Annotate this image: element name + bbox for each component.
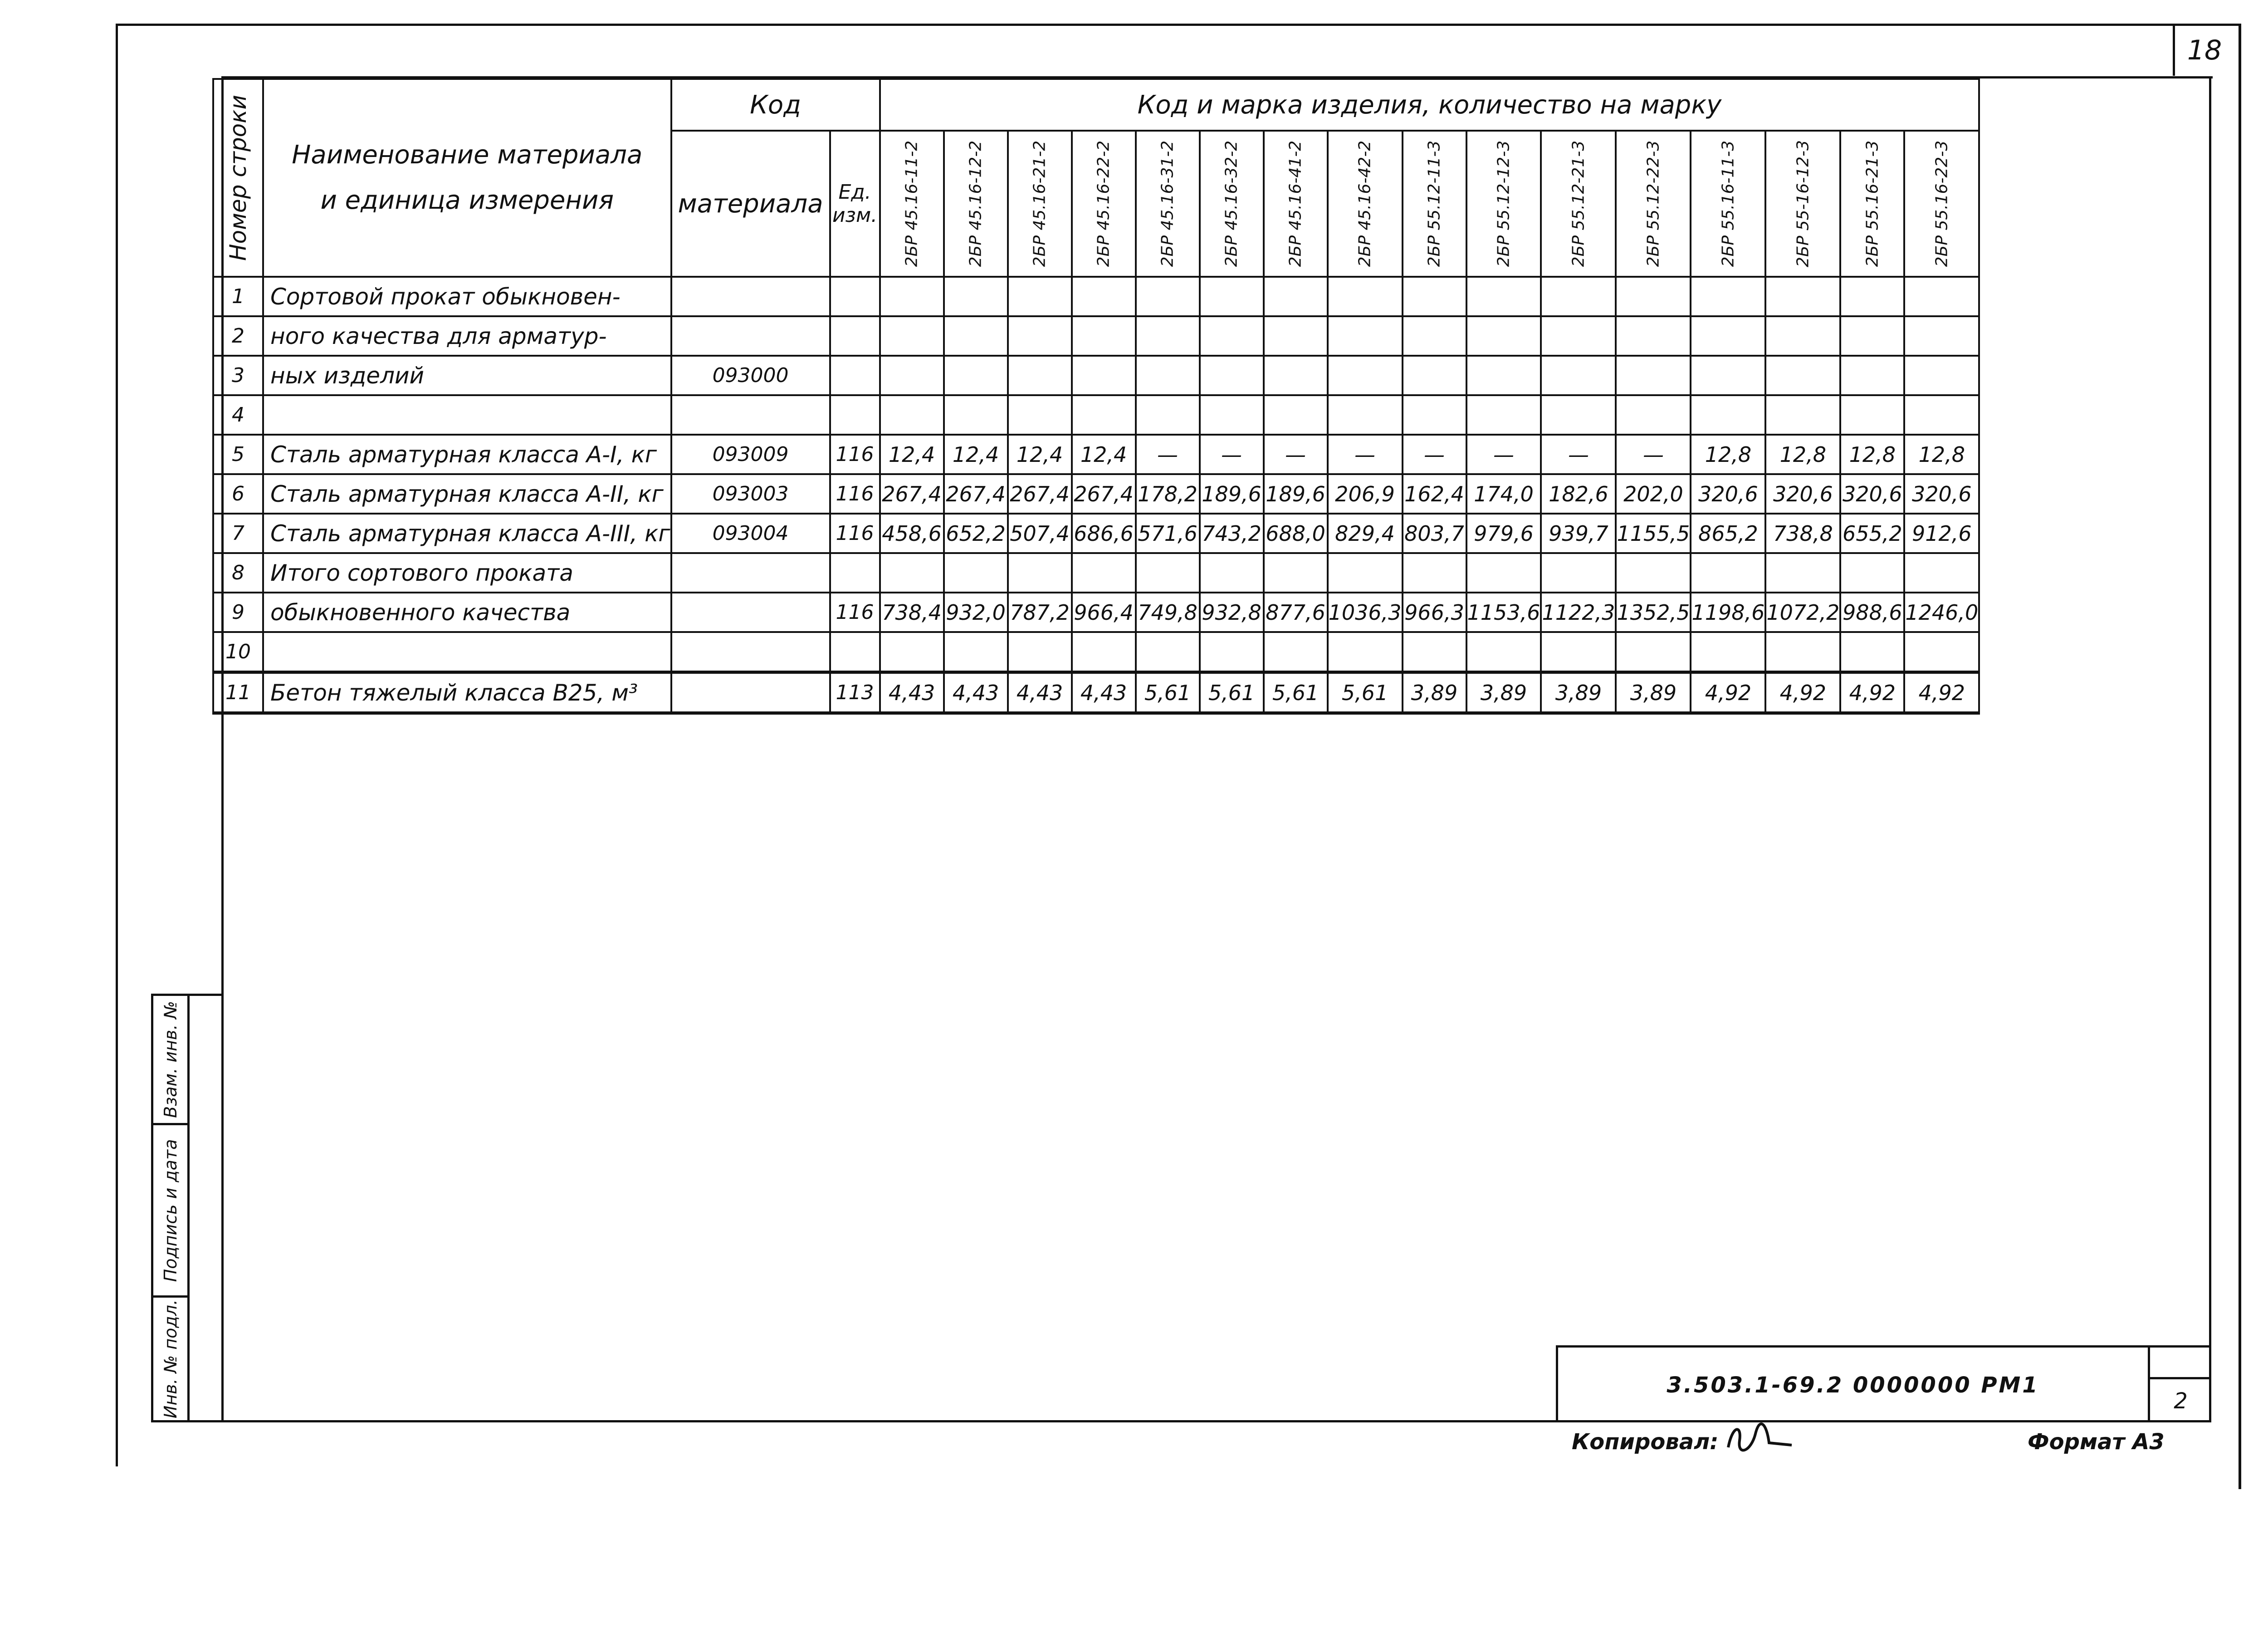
quantity-cell: — (1136, 435, 1200, 474)
unit-cell: 116 (830, 474, 880, 514)
quantity-cell (1765, 395, 1840, 435)
quantity-cell: 571,6 (1136, 514, 1200, 553)
material-code-cell (671, 395, 830, 435)
material-name-cell: обыкновенного качества (263, 593, 671, 632)
quantity-cell: 5,61 (1200, 672, 1264, 713)
quantity-cell (1840, 632, 1904, 672)
quantity-cell (1072, 356, 1136, 395)
quantity-cell: — (1328, 435, 1403, 474)
material-name-cell: Итого сортового проката (263, 553, 671, 593)
unit-cell: 116 (830, 593, 880, 632)
product-header: 2БР 45.16-22-2 (1072, 131, 1136, 277)
quantity-cell (1200, 356, 1264, 395)
quantity-cell (1200, 316, 1264, 356)
quantity-cell (1691, 316, 1765, 356)
material-name-cell: ных изделий (263, 356, 671, 395)
quantity-cell (1072, 553, 1136, 593)
row-number-cell: 8 (213, 553, 263, 593)
quantity-cell: 5,61 (1328, 672, 1403, 713)
document-designation: 3.503.1-69.2 0000000 РМ1 (1667, 1372, 2039, 1398)
quantity-cell: 1155,5 (1616, 514, 1691, 553)
quantity-cell: 5,61 (1136, 672, 1200, 713)
frame-left-line (116, 24, 118, 1466)
quantity-cell: 5,61 (1264, 672, 1328, 713)
quantity-cell (1691, 632, 1765, 672)
quantity-cell: 267,4 (1072, 474, 1136, 514)
quantity-cell (1616, 277, 1691, 316)
quantity-cell: 932,8 (1200, 593, 1264, 632)
product-header: 2БР 45.16-21-2 (1008, 131, 1072, 277)
quantity-cell: 12,8 (1904, 435, 1979, 474)
quantity-cell (1403, 632, 1466, 672)
quantity-cell (944, 632, 1008, 672)
signature-scribble (1724, 1420, 1796, 1462)
quantity-cell: 4,43 (880, 672, 944, 713)
quantity-cell (1264, 553, 1328, 593)
quantity-cell (1136, 395, 1200, 435)
quantity-cell: 189,6 (1200, 474, 1264, 514)
quantity-cell (1840, 395, 1904, 435)
table-row (213, 356, 1979, 395)
quantity-cell (1008, 553, 1072, 593)
material-code-cell (671, 593, 830, 632)
quantity-cell (880, 316, 944, 356)
quantity-cell: 4,43 (1008, 672, 1072, 713)
quantity-cell: — (1541, 435, 1616, 474)
quantity-cell: — (1200, 435, 1264, 474)
quantity-cell: 4,43 (944, 672, 1008, 713)
product-header: 2БР 55.12-22-3 (1616, 131, 1691, 277)
quantity-cell (944, 356, 1008, 395)
material-name-cell: Сталь арматурная класса А-III, кг (263, 514, 671, 553)
quantity-cell (1840, 356, 1904, 395)
quantity-cell (1765, 316, 1840, 356)
quantity-cell: 174,0 (1466, 474, 1541, 514)
quantity-cell: 507,4 (1008, 514, 1072, 553)
quantity-cell (1765, 553, 1840, 593)
row-number-cell: 5 (213, 435, 263, 474)
quantity-cell (1072, 277, 1136, 316)
frame-top-line (116, 24, 2239, 26)
row-number-cell: 9 (213, 593, 263, 632)
quantity-cell (1136, 356, 1200, 395)
quantity-cell (1616, 395, 1691, 435)
quantity-cell: 3,89 (1403, 672, 1466, 713)
material-code-cell (671, 316, 830, 356)
unit-cell (830, 632, 880, 672)
quantity-cell (1136, 277, 1200, 316)
quantity-cell (1840, 316, 1904, 356)
unit-cell: 113 (830, 672, 880, 713)
quantity-cell (880, 277, 944, 316)
row-number-cell: 11 (213, 672, 263, 713)
quantity-cell: 738,8 (1765, 514, 1840, 553)
quantity-cell: 865,2 (1691, 514, 1765, 553)
quantity-cell (1840, 553, 1904, 593)
quantity-cell: 655,2 (1840, 514, 1904, 553)
quantity-cell (944, 316, 1008, 356)
quantity-cell: 1122,3 (1541, 593, 1616, 632)
table-row (213, 672, 1979, 713)
quantity-cell (1200, 395, 1264, 435)
row-number-cell: 2 (213, 316, 263, 356)
quantity-cell (1541, 632, 1616, 672)
quantity-cell: 12,4 (880, 435, 944, 474)
quantity-cell: 912,6 (1904, 514, 1979, 553)
sheet-box (2148, 1348, 2211, 1422)
quantity-cell: 829,4 (1328, 514, 1403, 553)
material-code-cell (671, 632, 830, 672)
quantity-cell (1008, 356, 1072, 395)
row-number-cell: 6 (213, 474, 263, 514)
quantity-cell: 189,6 (1264, 474, 1328, 514)
product-header: 2БР 45.16-12-2 (944, 131, 1008, 277)
material-name-header: Наименование материала и единица измерения (263, 79, 671, 277)
quantity-cell: 979,6 (1466, 514, 1541, 553)
quantity-cell (944, 395, 1008, 435)
quantity-cell: 3,89 (1541, 672, 1616, 713)
material-name-cell (263, 395, 671, 435)
quantity-cell (1136, 553, 1200, 593)
row-number-cell: 7 (213, 514, 263, 553)
product-header: 2БР 45.16-11-2 (880, 131, 944, 277)
quantity-cell: 1072,2 (1765, 593, 1840, 632)
quantity-cell (1616, 553, 1691, 593)
quantity-cell (1200, 277, 1264, 316)
quantity-cell (1008, 316, 1072, 356)
quantity-cell (880, 356, 944, 395)
quantity-cell (1904, 356, 1979, 395)
quantity-cell: 877,6 (1264, 593, 1328, 632)
quantity-cell (1072, 316, 1136, 356)
quantity-cell: 12,8 (1765, 435, 1840, 474)
quantity-cell: — (1403, 435, 1466, 474)
row-number-cell: 10 (213, 632, 263, 672)
unit-cell (830, 316, 880, 356)
quantity-cell (1466, 356, 1541, 395)
row-number-cell: 4 (213, 395, 263, 435)
quantity-cell: 162,4 (1403, 474, 1466, 514)
unit-cell (830, 395, 880, 435)
quantity-cell (1541, 316, 1616, 356)
quantity-cell (1616, 316, 1691, 356)
quantity-cell: 686,6 (1072, 514, 1136, 553)
quantity-cell (1691, 277, 1765, 316)
quantity-cell: 267,4 (944, 474, 1008, 514)
quantity-cell: 1198,6 (1691, 593, 1765, 632)
quantity-cell: 3,89 (1466, 672, 1541, 713)
material-code-cell: 093000 (671, 356, 830, 395)
quantity-cell: 267,4 (1008, 474, 1072, 514)
quantity-cell: 12,8 (1840, 435, 1904, 474)
product-header: 2БР 55.16-22-3 (1904, 131, 1979, 277)
quantity-cell: 743,2 (1200, 514, 1264, 553)
quantity-cell (1264, 632, 1328, 672)
quantity-cell (1904, 553, 1979, 593)
quantity-cell (1541, 356, 1616, 395)
quantity-cell: 12,4 (944, 435, 1008, 474)
unit-header: Ед. изм. (830, 131, 880, 277)
product-header: 2БР 45.16-32-2 (1200, 131, 1264, 277)
quantity-cell (1328, 395, 1403, 435)
code-header: Код (671, 79, 880, 131)
page-number: 18 (2173, 25, 2234, 76)
quantity-cell (1904, 277, 1979, 316)
quantity-cell: — (1616, 435, 1691, 474)
quantity-cell (1616, 356, 1691, 395)
quantity-cell: 206,9 (1328, 474, 1403, 514)
material-name-cell (263, 632, 671, 672)
quantity-cell: 932,0 (944, 593, 1008, 632)
format-label: Формат А3 (2028, 1429, 2165, 1455)
material-code-cell: 093009 (671, 435, 830, 474)
unit-cell: 116 (830, 435, 880, 474)
quantity-cell: 320,6 (1840, 474, 1904, 514)
quantity-cell (1264, 277, 1328, 316)
quantity-cell: 966,3 (1403, 593, 1466, 632)
quantity-cell: 939,7 (1541, 514, 1616, 553)
product-header: 2БР 45.16-42-2 (1328, 131, 1403, 277)
quantity-cell: 988,6 (1840, 593, 1904, 632)
quantity-cell (1904, 395, 1979, 435)
quantity-cell (1616, 632, 1691, 672)
row-number-header: Номер строки (213, 79, 263, 277)
quantity-cell (1765, 356, 1840, 395)
unit-cell (830, 553, 880, 593)
quantity-cell (1008, 277, 1072, 316)
table-row (213, 395, 1979, 435)
quantity-cell (1328, 316, 1403, 356)
materials-table (212, 78, 1980, 715)
quantity-cell: 4,92 (1691, 672, 1765, 713)
inner-frame-right-line (2209, 76, 2211, 1422)
quantity-cell: 1036,3 (1328, 593, 1403, 632)
quantity-cell (1403, 316, 1466, 356)
product-header: 2БР 55-16-12-3 (1765, 131, 1840, 277)
quantity-cell: 688,0 (1264, 514, 1328, 553)
table-row (213, 316, 1979, 356)
quantity-cell (1072, 395, 1136, 435)
copied-by-label: Копировал: (1572, 1429, 1719, 1455)
material-name-cell: Сортовой прокат обыкновен- (263, 277, 671, 316)
quantity-cell: 202,0 (1616, 474, 1691, 514)
quantity-cell: 12,8 (1691, 435, 1765, 474)
quantity-cell (1466, 316, 1541, 356)
quantity-cell (1904, 316, 1979, 356)
material-code-cell (671, 277, 830, 316)
table-row (213, 632, 1979, 672)
quantity-cell (880, 395, 944, 435)
quantity-cell (1072, 632, 1136, 672)
quantity-cell (1904, 632, 1979, 672)
unit-cell (830, 356, 880, 395)
quantity-cell (1328, 356, 1403, 395)
row-number-cell: 1 (213, 277, 263, 316)
quantity-cell: — (1466, 435, 1541, 474)
quantity-cell: 12,4 (1072, 435, 1136, 474)
quantity-cell: 320,6 (1904, 474, 1979, 514)
quantity-cell: 320,6 (1691, 474, 1765, 514)
quantity-cell (1264, 395, 1328, 435)
quantity-cell: 267,4 (880, 474, 944, 514)
table-row (213, 553, 1979, 593)
quantity-cell: 787,2 (1008, 593, 1072, 632)
table-row (213, 514, 1979, 553)
quantity-cell: 12,4 (1008, 435, 1072, 474)
quantity-cell (1541, 277, 1616, 316)
product-header: 2БР 55.12-11-3 (1403, 131, 1466, 277)
side-stamp (151, 994, 224, 1422)
quantity-cell: 738,4 (880, 593, 944, 632)
quantity-cell (1328, 632, 1403, 672)
quantity-cell (1541, 553, 1616, 593)
quantity-cell: 4,92 (1840, 672, 1904, 713)
quantity-cell (1200, 632, 1264, 672)
quantity-cell (1541, 395, 1616, 435)
material-code-cell (671, 672, 830, 713)
quantity-cell (1264, 316, 1328, 356)
quantity-cell (944, 553, 1008, 593)
quantity-cell: 803,7 (1403, 514, 1466, 553)
quantity-cell: 4,43 (1072, 672, 1136, 713)
quantity-cell (1403, 395, 1466, 435)
quantity-cell (944, 277, 1008, 316)
table-row (213, 435, 1979, 474)
material-code-cell: 093003 (671, 474, 830, 514)
material-code-cell (671, 553, 830, 593)
product-header: 2БР 45.16-41-2 (1264, 131, 1328, 277)
quantity-cell (1840, 277, 1904, 316)
quantity-cell (1765, 277, 1840, 316)
quantity-cell: 652,2 (944, 514, 1008, 553)
original-inventory-cell: Инв. № подл. (153, 1298, 190, 1420)
signature-date-cell: Подпись и дата (153, 1125, 190, 1298)
quantity-cell (880, 553, 944, 593)
material-code-header: материала (671, 131, 830, 277)
products-header: Код и марка изделия, количество на марку (880, 79, 1980, 131)
quantity-cell (1691, 356, 1765, 395)
quantity-cell: 749,8 (1136, 593, 1200, 632)
quantity-cell: 320,6 (1765, 474, 1840, 514)
quantity-cell (1466, 553, 1541, 593)
row-number-cell: 3 (213, 356, 263, 395)
table-row (213, 474, 1979, 514)
product-header: 2БР 55.12-12-3 (1466, 131, 1541, 277)
quantity-cell (1403, 356, 1466, 395)
product-header: 2БР 55.16-11-3 (1691, 131, 1765, 277)
quantity-cell (1136, 632, 1200, 672)
quantity-cell (1466, 395, 1541, 435)
sheet-number: 2 (2150, 1377, 2211, 1422)
quantity-cell (1691, 395, 1765, 435)
unit-cell (830, 277, 880, 316)
table-row (213, 277, 1979, 316)
quantity-cell (1328, 277, 1403, 316)
frame-right-line (2239, 24, 2241, 1489)
quantity-cell (1403, 277, 1466, 316)
quantity-cell: 1352,5 (1616, 593, 1691, 632)
material-name-cell: ного качества для арматур- (263, 316, 671, 356)
material-name-cell: Сталь арматурная класса А-II, кг (263, 474, 671, 514)
quantity-cell (1691, 553, 1765, 593)
unit-cell: 116 (830, 514, 880, 553)
material-code-cell: 093004 (671, 514, 830, 553)
quantity-cell (1008, 395, 1072, 435)
quantity-cell (1328, 553, 1403, 593)
quantity-cell: 4,92 (1765, 672, 1840, 713)
quantity-cell: 3,89 (1616, 672, 1691, 713)
product-header: 2БР 55.12-21-3 (1541, 131, 1616, 277)
quantity-cell (1136, 316, 1200, 356)
replaced-inventory-cell: Взам. инв. № (153, 996, 190, 1125)
quantity-cell: 1153,6 (1466, 593, 1541, 632)
quantity-cell (1765, 632, 1840, 672)
quantity-cell: 966,4 (1072, 593, 1136, 632)
product-header: 2БР 55.16-21-3 (1840, 131, 1904, 277)
quantity-cell: 1246,0 (1904, 593, 1979, 632)
quantity-cell (1403, 553, 1466, 593)
product-header: 2БР 45.16-31-2 (1136, 131, 1200, 277)
quantity-cell (880, 632, 944, 672)
quantity-cell: 458,6 (880, 514, 944, 553)
quantity-cell: — (1264, 435, 1328, 474)
quantity-cell: 182,6 (1541, 474, 1616, 514)
quantity-cell (1008, 632, 1072, 672)
quantity-cell: 4,92 (1904, 672, 1979, 713)
quantity-cell (1466, 632, 1541, 672)
table-row (213, 593, 1979, 632)
material-name-cell: Сталь арматурная класса А-I, кг (263, 435, 671, 474)
quantity-cell (1264, 356, 1328, 395)
quantity-cell (1200, 553, 1264, 593)
quantity-cell (1466, 277, 1541, 316)
title-block (1556, 1345, 2211, 1422)
material-name-cell: Бетон тяжелый класса В25, м³ (263, 672, 671, 713)
quantity-cell: 178,2 (1136, 474, 1200, 514)
